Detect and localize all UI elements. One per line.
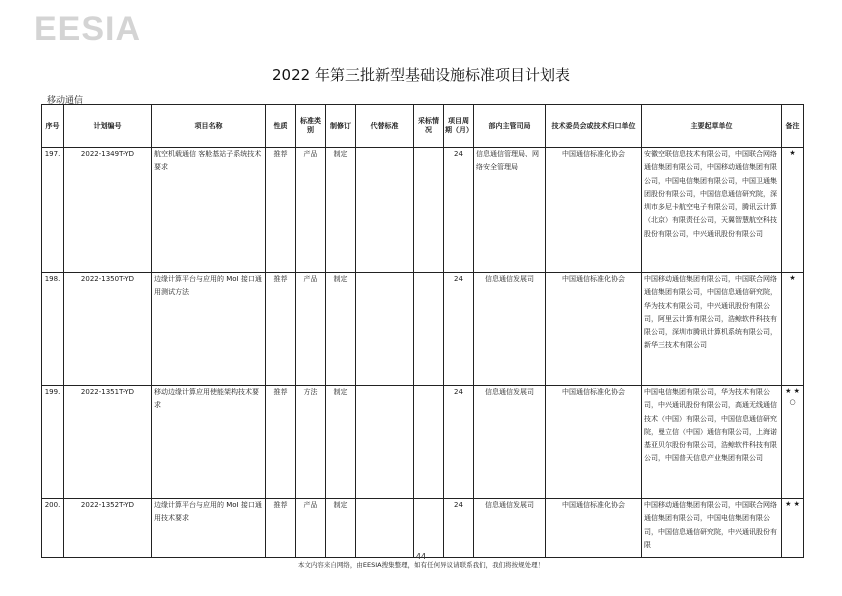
cell-plan-no: 2022-1350T-YD (64, 273, 152, 386)
header-tc: 技术委员会或技术归口单位 (546, 105, 642, 148)
cell-revise: 制定 (326, 499, 356, 558)
cell-plan-no: 2022-1352T-YD (64, 499, 152, 558)
page-title: 2022 年第三批新型基础设施标准项目计划表 (272, 66, 570, 84)
cell-period: 24 (444, 386, 474, 499)
cell-period: 24 (444, 273, 474, 386)
cell-tc: 中国通信标准化协会 (546, 148, 642, 273)
cell-plan-no: 2022-1351T-YD (64, 386, 152, 499)
cell-name: 移动边缘计算应用使能架构技术要求 (152, 386, 266, 499)
table-row (42, 499, 804, 558)
cell-org: 安徽空联信息技术有限公司，中国联合网络通信集团有限公司，中国移动通信集团有限公司，中国电信集团有限公司，中国卫通集团股份有限公司，中国信息通信研究院，深圳市多尼卡航空电子有限公司，腾讯云计算（北京）有限责任公司，天翼智慧航空科技股份有限公司，中兴通讯股份有限公司 (642, 148, 782, 273)
cell-org: 中国移动通信集团有限公司，中国联合网络通信集团有限公司，中国电信集团有限公司，中国信息通信研究院，中兴通讯股份有限 (642, 499, 782, 558)
cell-revise: 制定 (326, 273, 356, 386)
header-org: 主要起草单位 (642, 105, 782, 148)
cell-nature: 推荐 (266, 273, 296, 386)
header-replaced: 代替标准 (356, 105, 414, 148)
cell-dept: 信息通信发展司 (474, 499, 546, 558)
cell-org: 中国移动通信集团有限公司，中国联合网络通信集团有限公司，中国信息通信研究院，华为技术有限公司，中兴通讯股份有限公司，阿里云计算有限公司，浩鲸软件科技有限公司，深圳市腾讯计算机系统有限公司，新华三技术有限公司 (642, 273, 782, 386)
cell-seq: 197. (42, 148, 64, 273)
cell-replaced (356, 273, 414, 386)
cell-dept: 信息通信管理局、网络安全管理局 (474, 148, 546, 273)
table-row (42, 148, 804, 273)
cell-org: 中国电信集团有限公司，华为技术有限公司，中兴通讯股份有限公司，高通无线通信技术（中国）有限公司，中国信息通信研究院，曼立信（中国）通信有限公司，上海诺基亚贝尔股份有限公司，浩鲸软件科技有限公司，中国普天信息产业集团有限公司 (642, 386, 782, 499)
cell-period: 24 (444, 148, 474, 273)
cell-dept: 信息通信发展司 (474, 386, 546, 499)
header-plan-no: 计划编号 (64, 105, 152, 148)
header-std-type: 标准类别 (296, 105, 326, 148)
cell-name: 边缘计算平台与应用的 MoI 接口通用技术要求 (152, 499, 266, 558)
cell-std-type: 产品 (296, 148, 326, 273)
cell-note: ★ (782, 148, 804, 273)
cell-nature: 推荐 (266, 499, 296, 558)
cell-note: ★ (782, 273, 804, 386)
cell-adopt (414, 148, 444, 273)
cell-nature: 推荐 (266, 386, 296, 499)
cell-name: 边缘计算平台与应用的 MoI 接口通用测试方法 (152, 273, 266, 386)
cell-tc: 中国通信标准化协会 (546, 499, 642, 558)
table-header-row (42, 105, 804, 148)
standards-plan-table (41, 104, 804, 558)
cell-std-type: 产品 (296, 273, 326, 386)
cell-revise: 制定 (326, 148, 356, 273)
cell-name: 航空机载通信 客舱基站子系统技术要求 (152, 148, 266, 273)
cell-replaced (356, 499, 414, 558)
header-seq: 序号 (42, 105, 64, 148)
cell-adopt (414, 386, 444, 499)
cell-period: 24 (444, 499, 474, 558)
page-number: 44 (415, 552, 427, 561)
cell-seq: 200. (42, 499, 64, 558)
table-row (42, 273, 804, 386)
footer-disclaimer: 本文内容来自网络，由EESIA搜集整理，如有任何异议请联系我们，我们将按规处理！ (297, 561, 545, 569)
header-adopt: 采标情况 (414, 105, 444, 148)
cell-replaced (356, 148, 414, 273)
cell-tc: 中国通信标准化协会 (546, 386, 642, 499)
header-period: 项目周期（月） (444, 105, 474, 148)
cell-plan-no: 2022-1349T-YD (64, 148, 152, 273)
cell-nature: 推荐 (266, 148, 296, 273)
cell-std-type: 方法 (296, 386, 326, 499)
cell-adopt (414, 499, 444, 558)
cell-dept: 信息通信发展司 (474, 273, 546, 386)
cell-adopt (414, 273, 444, 386)
category-label: 移动通信 (47, 96, 84, 106)
header-name: 项目名称 (152, 105, 266, 148)
header-revise: 制修订 (326, 105, 356, 148)
cell-std-type: 产品 (296, 499, 326, 558)
cell-note: ★ ★ (782, 499, 804, 558)
header-nature: 性质 (266, 105, 296, 148)
header-dept: 部内主管司局 (474, 105, 546, 148)
cell-note: ★ ★ ○ (782, 386, 804, 499)
cell-revise: 制定 (326, 386, 356, 499)
cell-tc: 中国通信标准化协会 (546, 273, 642, 386)
cell-seq: 199. (42, 386, 64, 499)
cell-seq: 198. (42, 273, 64, 386)
cell-replaced (356, 386, 414, 499)
header-note: 备注 (782, 105, 804, 148)
eesia-logo: EESIA (34, 10, 142, 48)
table-row (42, 386, 804, 499)
